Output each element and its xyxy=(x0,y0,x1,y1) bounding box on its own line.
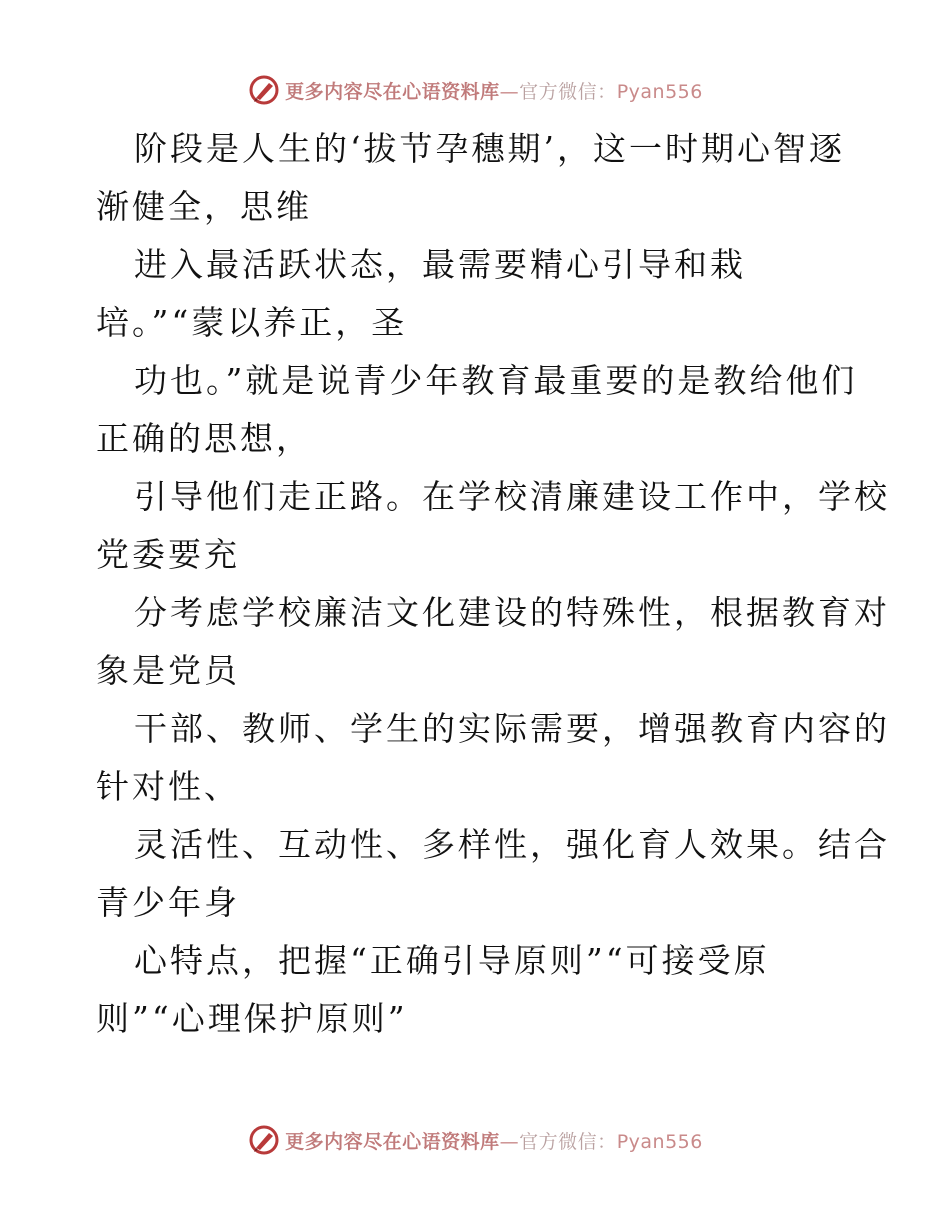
header-dash: — xyxy=(499,80,520,103)
footer-watermark-text xyxy=(285,1127,703,1154)
body-line: 引导他们走正路。在学校清廉建设工作中，学校 xyxy=(134,477,890,516)
header-wechat-id: Pyan556 xyxy=(616,80,703,103)
body-line: 灵活性、互动性、多样性，强化育人效果。结合 xyxy=(134,825,890,864)
body-line: 针对性、 xyxy=(96,767,240,806)
body-line: 则”“心理保护原则” xyxy=(96,999,408,1038)
body-line: 正确的思想， xyxy=(96,419,312,458)
header-watermark-text xyxy=(285,77,703,104)
body-line: 象是党员 xyxy=(96,651,240,690)
body-line: 青少年身 xyxy=(96,883,240,922)
body-line: 渐健全，思维 xyxy=(96,187,312,226)
body-line: 培。”“蒙以养正，圣 xyxy=(96,303,408,342)
pen-logo-icon xyxy=(247,1123,281,1157)
document-body xyxy=(96,120,890,1048)
body-line: 进入最活跃状态，最需要精心引导和栽 xyxy=(134,245,746,284)
pen-logo-icon xyxy=(247,73,281,107)
body-line: 分考虑学校廉洁文化建设的特殊性，根据教育对 xyxy=(134,593,890,632)
footer-wechat-id: Pyan556 xyxy=(616,1130,703,1153)
body-line: 党委要充 xyxy=(96,535,240,574)
header-watermark xyxy=(0,70,950,110)
body-line: 功也。”就是说青少年教育最重要的是教给他们 xyxy=(134,361,858,400)
header-brand: 更多内容尽在心语资料库 xyxy=(285,80,500,103)
header-wechat-label: 官方微信： xyxy=(519,80,617,103)
footer-watermark xyxy=(0,1120,950,1160)
body-line: 干部、教师、学生的实际需要，增强教育内容的 xyxy=(134,709,890,748)
footer-wechat-label: 官方微信： xyxy=(519,1130,617,1153)
footer-brand: 更多内容尽在心语资料库 xyxy=(285,1130,500,1153)
footer-dash: — xyxy=(499,1130,520,1153)
body-line: 阶段是人生的‘拔节孕穗期’，这一时期心智逐 xyxy=(134,129,845,168)
body-line: 心特点，把握“正确引导原则”“可接受原 xyxy=(134,941,770,980)
